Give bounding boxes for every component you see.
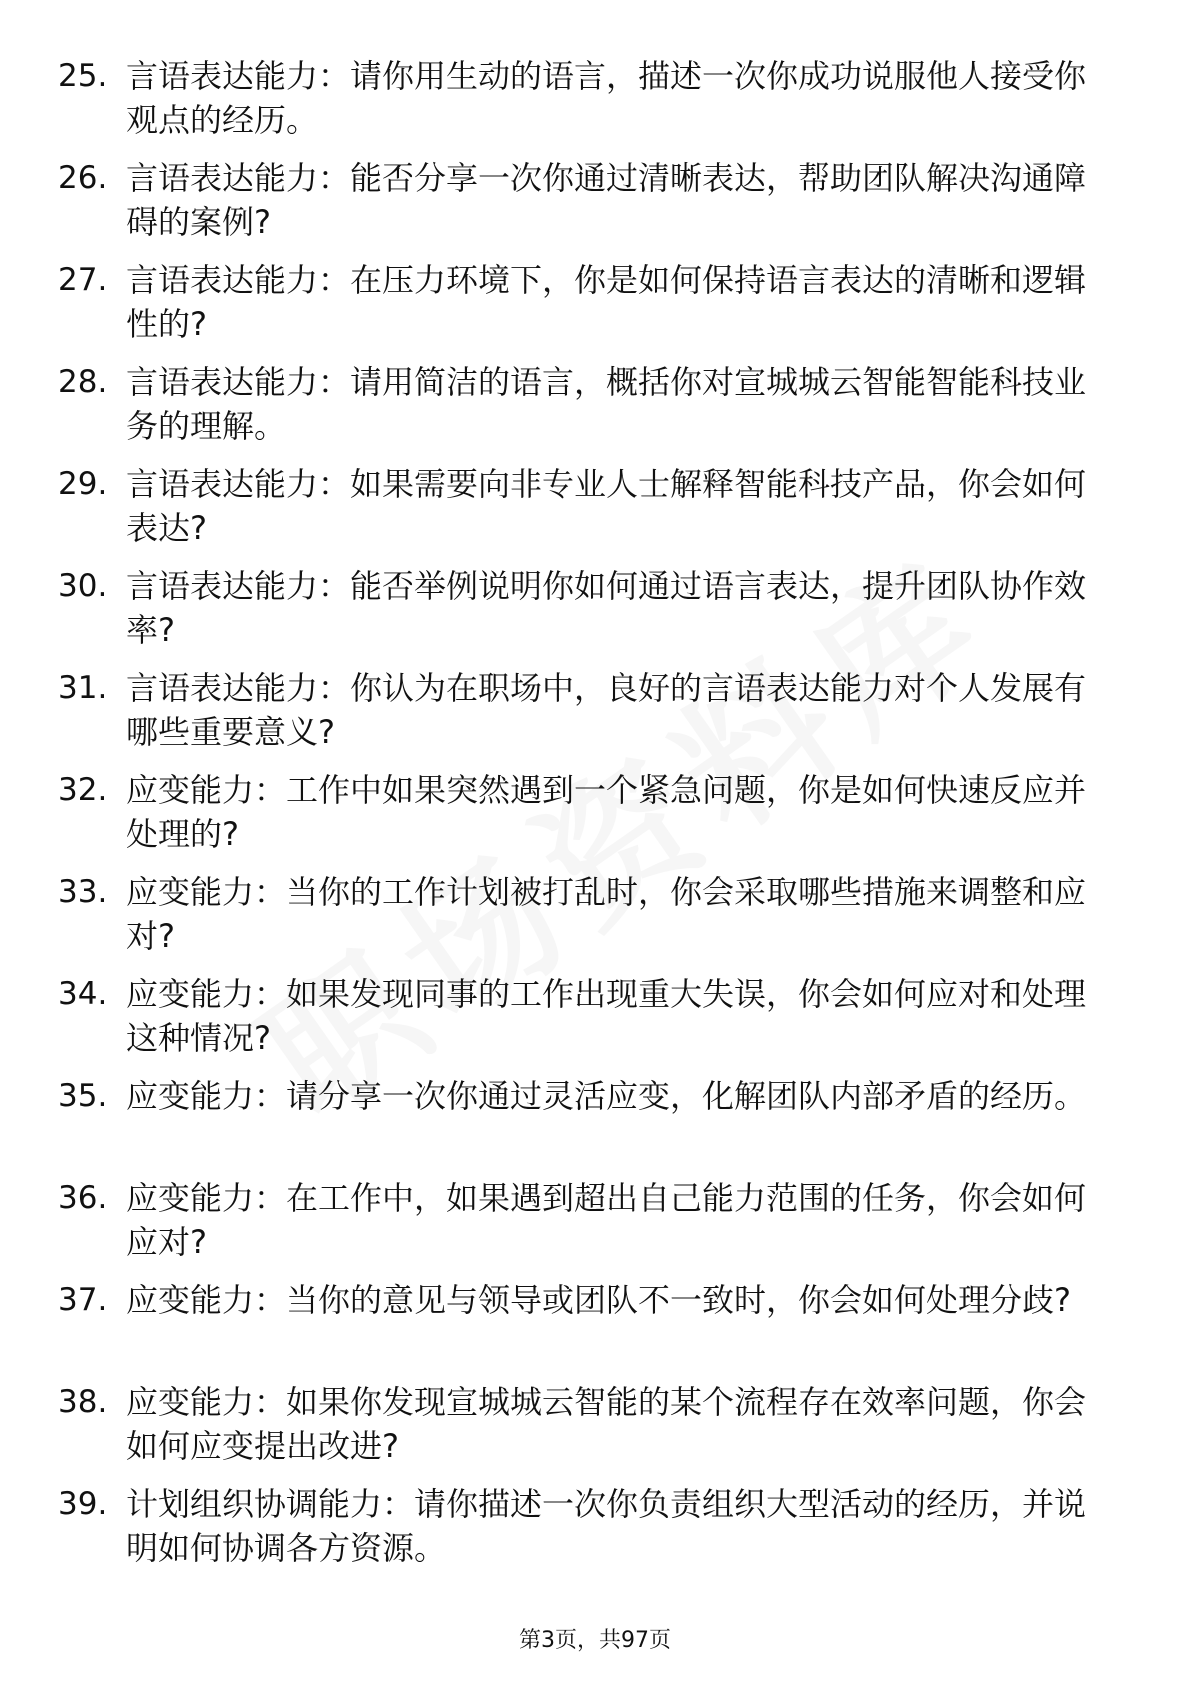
question-text: 应变能力：工作中如果突然遇到一个紧急问题，你是如何快速反应并处理的? xyxy=(126,771,1087,853)
question-number: 27. xyxy=(58,262,108,298)
question-item xyxy=(0,350,1190,452)
question-item xyxy=(0,656,1190,758)
question-item xyxy=(0,248,1190,350)
question-text: 应变能力：如果发现同事的工作出现重大失误，你会如何应对和处理这种情况? xyxy=(126,975,1087,1057)
question-number: 32. xyxy=(58,772,108,808)
question-text: 言语表达能力：如果需要向非专业人士解释智能科技产品，你会如何表达? xyxy=(126,465,1087,547)
question-item xyxy=(0,860,1190,962)
question-item xyxy=(0,1268,1190,1370)
question-text: 言语表达能力：在压力环境下，你是如何保持语言表达的清晰和逻辑性的? xyxy=(126,261,1087,343)
question-text: 言语表达能力：请你用生动的语言，描述一次你成功说服他人接受你观点的经历。 xyxy=(126,57,1087,139)
question-item xyxy=(0,452,1190,554)
question-text: 计划组织协调能力：请你描述一次你负责组织大型活动的经历，并说明如何协调各方资源。 xyxy=(126,1485,1087,1567)
question-item xyxy=(0,1166,1190,1268)
question-number: 28. xyxy=(58,364,108,400)
question-text: 言语表达能力：你认为在职场中，良好的言语表达能力对个人发展有哪些重要意义? xyxy=(126,669,1087,751)
question-list xyxy=(0,44,1190,1574)
question-item xyxy=(0,554,1190,656)
question-number: 36. xyxy=(58,1180,108,1216)
question-text: 应变能力：如果你发现宣城城云智能的某个流程存在效率问题，你会如何应变提出改进? xyxy=(126,1383,1087,1465)
question-number: 37. xyxy=(58,1282,108,1318)
question-text: 言语表达能力：能否举例说明你如何通过语言表达，提升团队协作效率? xyxy=(126,567,1087,649)
question-text: 言语表达能力：请用简洁的语言，概括你对宣城城云智能智能科技业务的理解。 xyxy=(126,363,1087,445)
question-number: 31. xyxy=(58,670,108,706)
question-text: 言语表达能力：能否分享一次你通过清晰表达，帮助团队解决沟通障碍的案例? xyxy=(126,159,1087,241)
question-item xyxy=(0,146,1190,248)
question-item xyxy=(0,1472,1190,1574)
question-text: 应变能力：当你的意见与领导或团队不一致时，你会如何处理分歧? xyxy=(126,1281,1071,1319)
question-item xyxy=(0,758,1190,860)
question-number: 25. xyxy=(58,58,108,94)
question-text: 应变能力：在工作中，如果遇到超出自己能力范围的任务，你会如何应对? xyxy=(126,1179,1087,1261)
question-item xyxy=(0,1064,1190,1166)
question-number: 26. xyxy=(58,160,108,196)
question-number: 33. xyxy=(58,874,108,910)
question-number: 29. xyxy=(58,466,108,502)
question-number: 35. xyxy=(58,1078,108,1114)
question-item xyxy=(0,962,1190,1064)
question-item xyxy=(0,44,1190,146)
question-text: 应变能力：请分享一次你通过灵活应变，化解团队内部矛盾的经历。 xyxy=(126,1077,1087,1115)
question-number: 38. xyxy=(58,1384,108,1420)
question-number: 39. xyxy=(58,1486,108,1522)
question-number: 34. xyxy=(58,976,108,1012)
question-text: 应变能力：当你的工作计划被打乱时，你会采取哪些措施来调整和应对? xyxy=(126,873,1087,955)
page-footer: 第3页，共97页 xyxy=(519,1628,671,1653)
question-item xyxy=(0,1370,1190,1472)
question-number: 30. xyxy=(58,568,108,604)
